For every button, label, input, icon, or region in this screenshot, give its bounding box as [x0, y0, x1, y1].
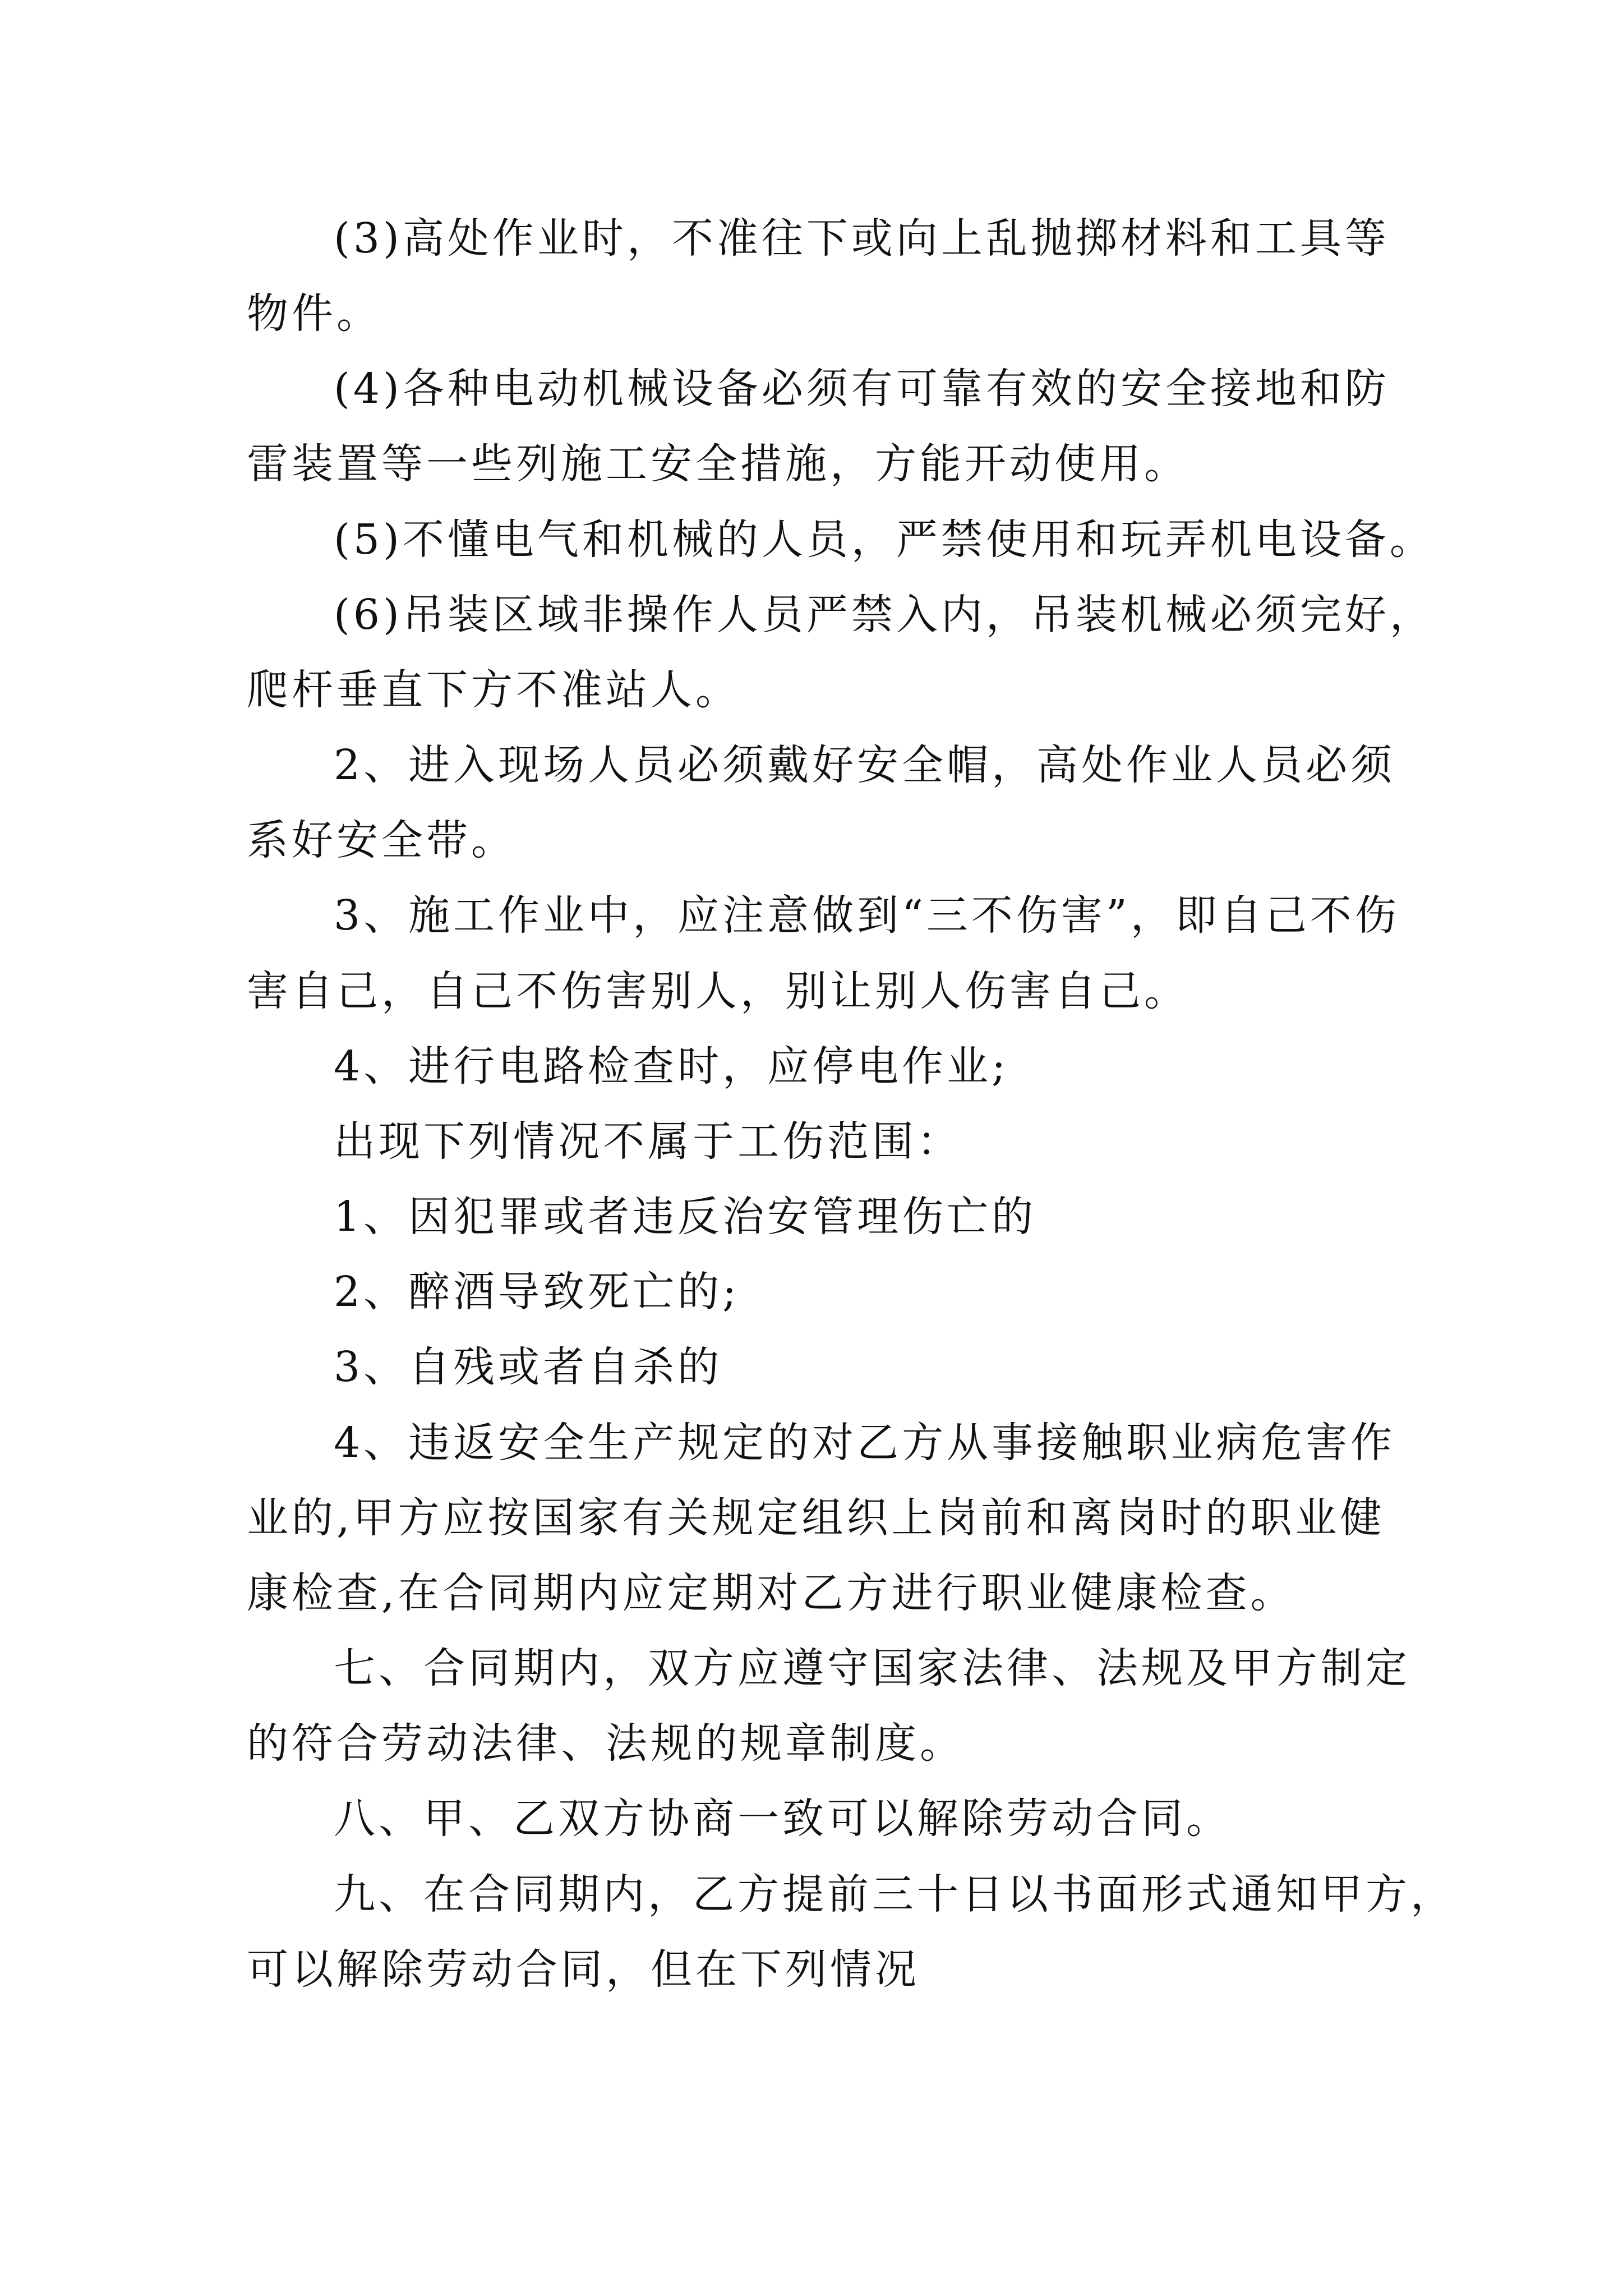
paragraph-line: 九、在合同期内，乙方提前三十日以书面形式通知甲方，	[334, 1870, 1455, 1918]
paragraph-line: 3、施工作业中，应注意做到“三不伤害”，即自己不伤	[334, 891, 1400, 940]
paragraph-line: 害自己，自己不伤害别人，别让别人伤害自己。	[247, 967, 1189, 1015]
paragraph-line: 4、违返安全生产规定的对乙方从事接触职业病危害作	[334, 1419, 1396, 1467]
paragraph-line: 八、甲、乙双方协商一致可以解除劳动合同。	[334, 1795, 1231, 1843]
paragraph-line: 2、醉酒导致死亡的;	[334, 1268, 740, 1316]
paragraph-line: 2、进入现场人员必须戴好安全帽，高处作业人员必须	[334, 741, 1396, 789]
paragraph-line: (5)不懂电气和机械的人员，严禁使用和玩弄机电设备。	[334, 516, 1435, 564]
paragraph-line: 出现下列情况不属于工伤范围：	[334, 1117, 962, 1166]
paragraph-line: 可以解除劳动合同，但在下列情况	[247, 1945, 920, 1994]
paragraph-line: 物件。	[247, 289, 381, 338]
paragraph-line: (6)吊装区域非操作人员严禁入内，吊装机械必须完好，	[334, 591, 1435, 639]
paragraph-line: 雷装置等一些列施工安全措施，方能开动使用。	[247, 440, 1189, 488]
paragraph-line: 系好安全带。	[247, 816, 516, 864]
paragraph-line: 1、因犯罪或者违反治安管理伤亡的	[334, 1193, 1037, 1241]
paragraph-line: 4、进行电路检查时，应停电作业;	[334, 1042, 1009, 1091]
paragraph-line: 爬杆垂直下方不准站人。	[247, 666, 740, 714]
paragraph-line: 的符合劳动法律、法规的规章制度。	[247, 1719, 965, 1768]
paragraph-line: (4)各种电动机械设备必须有可靠有效的安全接地和防	[334, 365, 1390, 413]
paragraph-line: 业的,甲方应按国家有关规定组织上岗前和离岗时的职业健	[247, 1494, 1385, 1542]
paragraph-line: 康检查,在合同期内应定期对乙方进行职业健康检查。	[247, 1569, 1295, 1617]
paragraph-line: (3)高处作业时，不准往下或向上乱抛掷材料和工具等	[334, 214, 1390, 263]
paragraph-line: 3、自残或者自杀的	[334, 1343, 723, 1391]
paragraph-line: 七、合同期内，双方应遵守国家法律、法规及甲方制定	[334, 1644, 1410, 1692]
